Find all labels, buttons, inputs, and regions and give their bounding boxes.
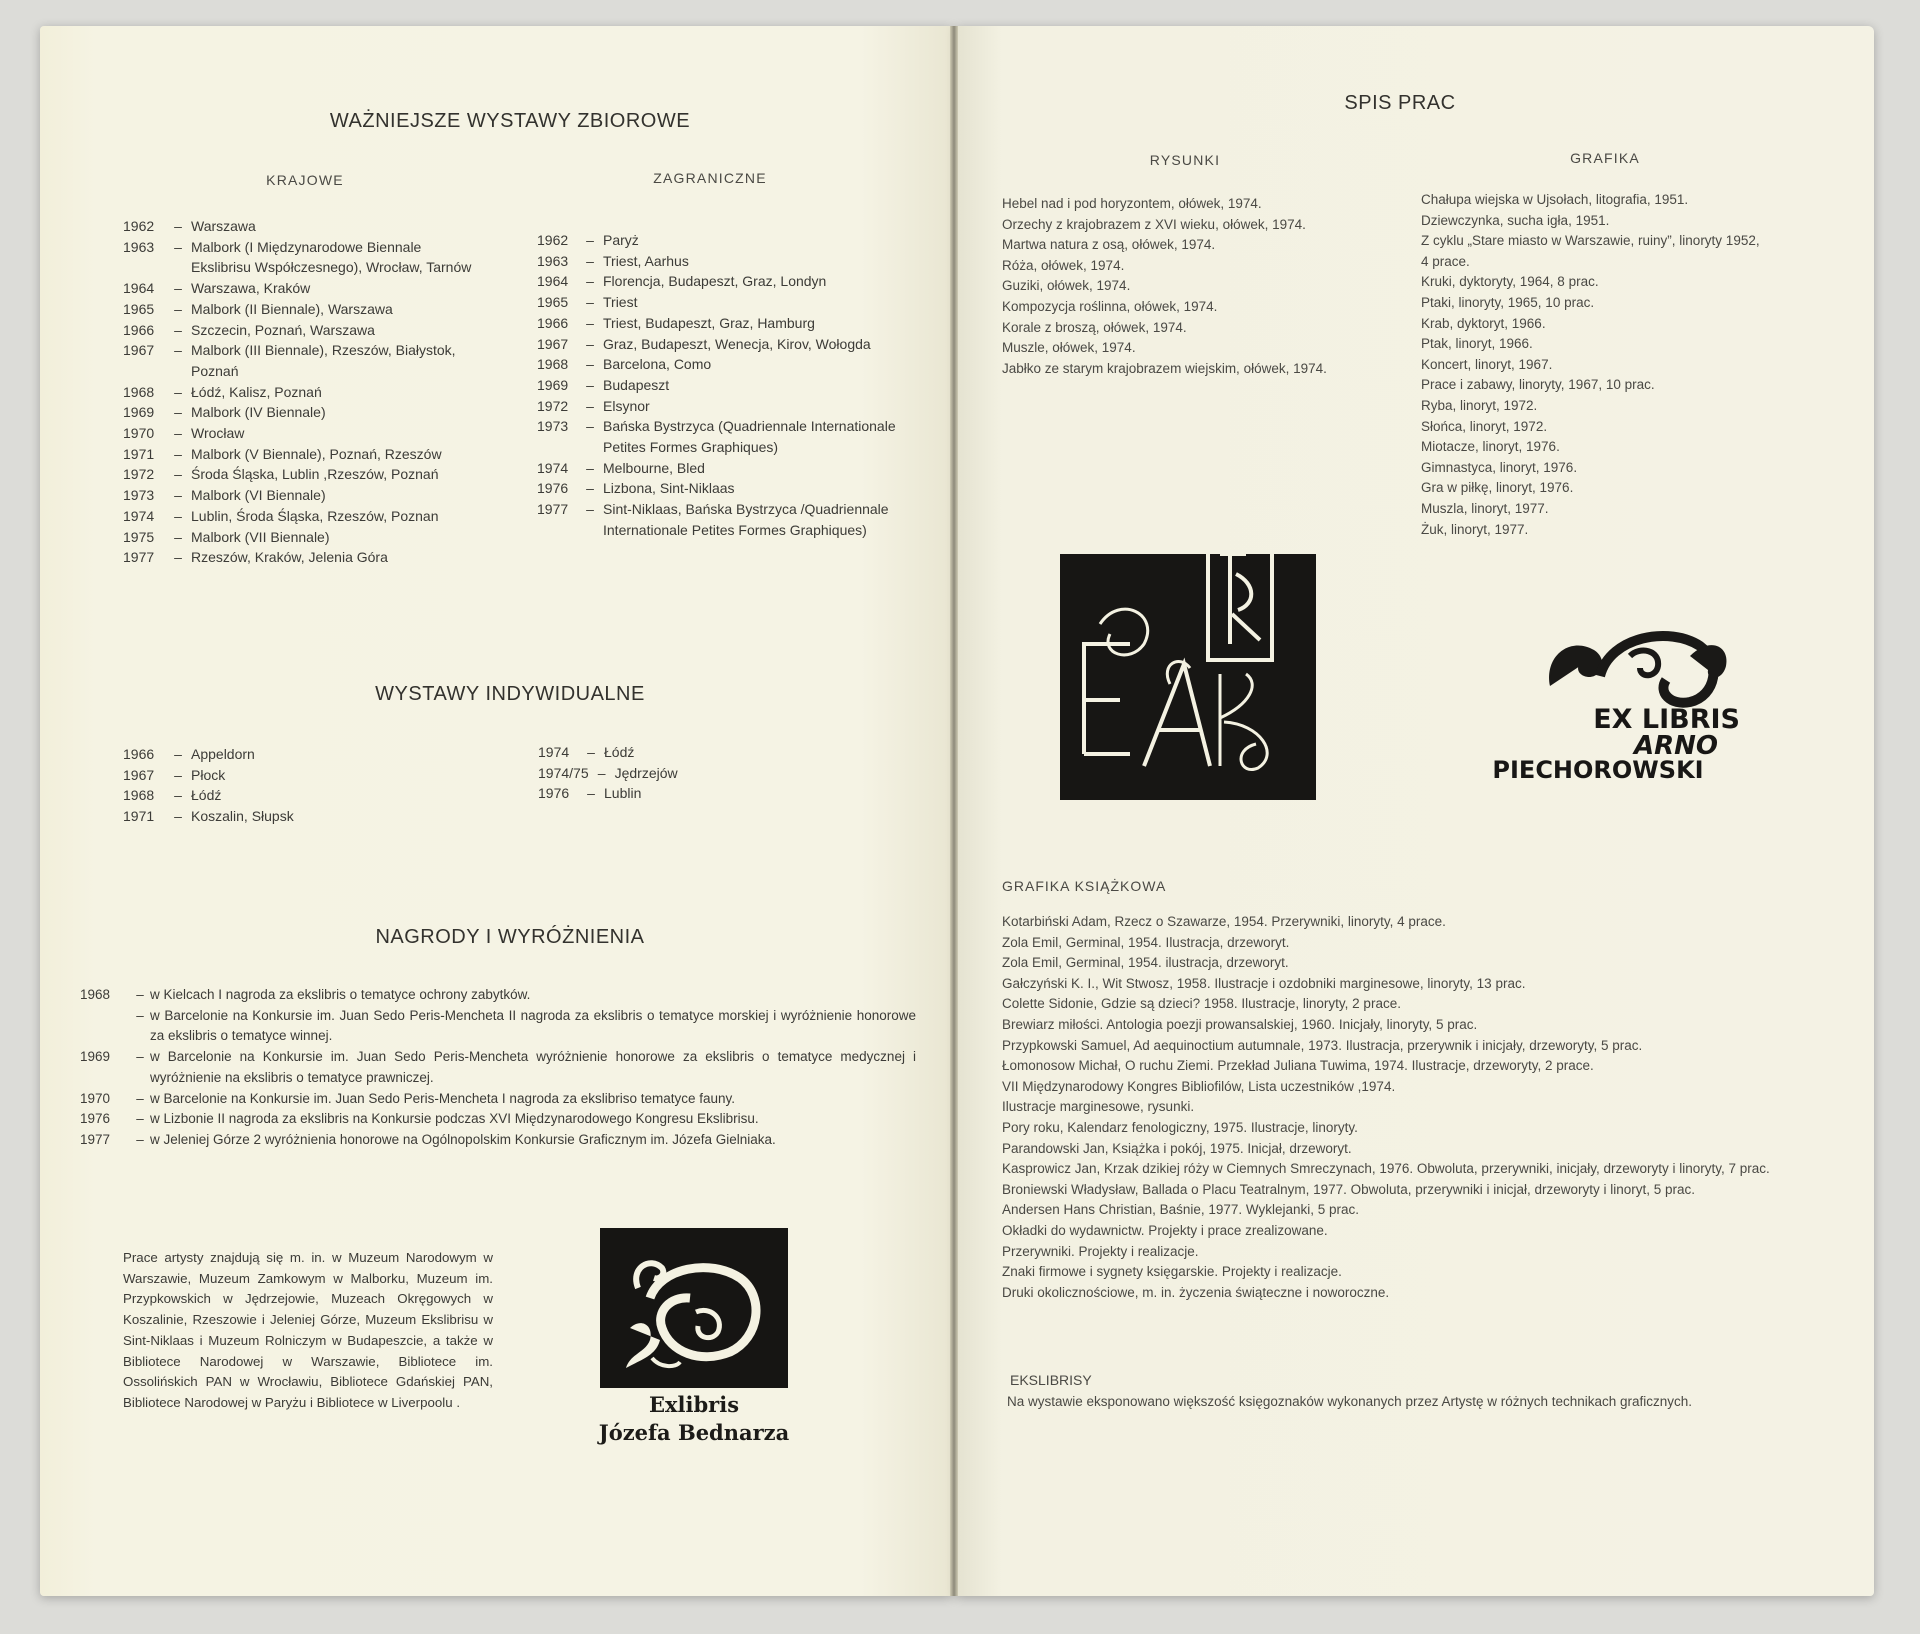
dash-separator: – [174, 404, 182, 421]
foreign-exhibition-item [537, 416, 917, 457]
individual-exhibition-item [538, 763, 838, 784]
foreign-exhibition-item [537, 499, 917, 540]
drawing-item: Kompozycja roślinna, ołówek, 1974. [1002, 298, 1218, 314]
exhibition-place: Malbork (VII Biennale) [191, 528, 330, 545]
dash-separator: – [136, 1049, 144, 1065]
graphic-item: Muszla, linoryt, 1977. [1421, 500, 1549, 516]
group-exhibitions-title: WAŻNIEJSZE WYSTAWY ZBIOROWE [329, 110, 691, 132]
drawing-item: Róża, ołówek, 1974. [1002, 257, 1125, 273]
graphic-item: Żuk, linoryt, 1977. [1421, 521, 1529, 537]
drawings-list [1002, 194, 1372, 379]
domestic-exhibition-item [123, 216, 483, 237]
drawings-heading: RYSUNKI [1149, 152, 1221, 168]
exhibition-place: Melbourne, Bled [603, 459, 705, 476]
works-list-title: SPIS PRAC [1344, 92, 1456, 114]
individual-exhibitions-list-a [123, 744, 423, 827]
award-item [80, 1130, 916, 1151]
dash-separator: – [136, 1111, 144, 1127]
dash-separator: – [136, 1007, 144, 1023]
exhibition-place: Appeldorn [191, 746, 255, 762]
dash-separator: – [586, 294, 594, 311]
exhibition-place: Barcelona, Como [603, 356, 712, 373]
exhibition-year: 1967 [123, 342, 155, 359]
exhibition-year: 1968 [537, 356, 569, 373]
graphic-item: Ryba, linoryt, 1972. [1421, 397, 1538, 413]
exhibition-year: 1966 [123, 746, 155, 762]
book-graphic-item: Zola Emil, Germinal, 1954. Ilustracja, drzeworyt. [1002, 934, 1290, 950]
drawing-item: Guziki, ołówek, 1974. [1002, 278, 1131, 294]
exhibition-year: 1964 [537, 273, 569, 290]
exhibition-place: Bańska Bystrzyca (Quadriennale Internationale Petites Formes Graphiques) [603, 418, 896, 456]
book-graphic-item: Colette Sidonie, Gdzie są dzieci? 1958. Ilustracje, linoryty, 2 prace. [1002, 996, 1401, 1012]
dash-separator: – [586, 356, 594, 373]
domestic-exhibition-item [123, 278, 483, 299]
exhibition-place: Elsynor [603, 397, 650, 414]
exhibition-place: Malbork (I Międzynarodowe Biennale Ekslibrisu Współczesnego), Wrocław, Tarnów [191, 238, 472, 276]
graphic-item: Słońca, linoryt, 1972. [1421, 418, 1548, 434]
dash-separator: – [174, 238, 182, 255]
graphic-item: Z cyklu „Stare miasto w Warszawie, ruiny”, linoryty 1952, 4 prace. [1421, 233, 1760, 269]
graphic-item: Ptak, linoryt, 1966. [1421, 336, 1533, 352]
award-text: w Barcelonie na Konkursie im. Juan Sedo Peris-Mencheta I nagroda za ekslibriso tematyce fauny. [150, 1090, 736, 1106]
award-year: 1969 [80, 1049, 111, 1065]
foreign-exhibition-item [537, 478, 917, 499]
dash-separator: – [586, 376, 594, 393]
exhibition-place: Lizbona, Sint-Niklaas [603, 480, 735, 497]
exhibition-year: 1968 [123, 787, 155, 804]
exhibition-year: 1970 [123, 425, 155, 442]
dash-separator: – [136, 1090, 144, 1106]
exhibition-year: 1975 [123, 528, 155, 545]
dash-separator: – [587, 744, 595, 760]
exhibition-place: Graz, Budapeszt, Wenecja, Kirov, Wołogda [603, 335, 871, 352]
book-graphic-item: Kasprowicz Jan, Krzak dzikiej róży w Ciemnych Smreczynach, 1976. Obwoluta, przerywniki, inicjały, drzeworyty i linoryty, 7 prac. [1002, 1161, 1770, 1177]
award-item [80, 1047, 916, 1088]
exhibition-place: Malbork (V Biennale), Poznań, Rzeszów [191, 445, 442, 462]
dash-separator: – [586, 480, 594, 497]
individual-exhibition-item [123, 806, 423, 827]
foreign-exhibition-item [537, 251, 917, 272]
award-text: w Kielcach I nagroda za ekslibris o tematyce ochrony zabytków. [150, 987, 531, 1002]
bookplate-bednarz-line1: Exlibris [648, 1392, 740, 1417]
domestic-exhibition-item [123, 527, 483, 548]
dash-separator: – [586, 397, 594, 414]
exhibition-place: Warszawa [191, 218, 256, 234]
award-item [80, 1006, 916, 1047]
foreign-exhibition-item [537, 334, 917, 355]
exhibition-year: 1968 [123, 383, 155, 400]
bookplates-paragraph: Na wystawie eksponowano większość księgoznaków wykonanych przez Artystę w różnych technikach graficznych. [1007, 1394, 1693, 1409]
drawing-item: Jabłko ze starym krajobrazem wiejskim, ołówek, 1974. [1002, 360, 1327, 376]
dash-separator: – [174, 300, 182, 317]
exhibition-year: 1977 [537, 501, 569, 518]
award-year: 1970 [80, 1090, 111, 1106]
exhibition-place: Warszawa, Kraków [191, 280, 311, 297]
domestic-exhibition-item [123, 506, 483, 527]
exhibition-year: 1977 [123, 549, 155, 566]
domestic-exhibition-item [123, 320, 483, 341]
dash-separator: – [174, 787, 182, 804]
dash-separator: – [174, 808, 182, 825]
book-graphic-item: Parandowski Jan, Książka i pokój, 1975. Inicjał, drzeworyt. [1002, 1140, 1352, 1156]
exhibition-year: 1971 [123, 808, 155, 825]
dash-separator: – [586, 459, 594, 476]
exhibition-year: 1976 [537, 480, 569, 497]
domestic-exhibition-item [123, 340, 483, 381]
domestic-exhibition-item [123, 402, 483, 423]
exhibition-year: 1972 [537, 397, 569, 414]
book-graphic-item: VII Międzynarodowy Kongres Bibliofilów, Lista uczestników ,1974. [1002, 1078, 1396, 1094]
dash-separator: – [136, 987, 144, 1002]
individual-exhibition-item [123, 785, 423, 806]
book-graphics-list [1002, 912, 1772, 1303]
exhibition-year: 1963 [123, 238, 155, 255]
exhibition-year: 1965 [123, 300, 155, 317]
exhibition-year: 1976 [538, 785, 570, 802]
exhibition-year: 1962 [123, 218, 155, 234]
bookplate-bednarz-line2: Józefa Bednarza [598, 1420, 790, 1445]
graphic-item: Kruki, dyktoryty, 1964, 8 prac. [1421, 274, 1599, 290]
exhibition-place: Środa Śląska, Lublin ,Rzeszów, Poznań [191, 466, 439, 483]
exhibition-year: 1971 [123, 445, 155, 462]
exhibition-place: Wrocław [191, 425, 245, 442]
bookplate-piechorowski-line3: PIECHOROWSKI [1492, 756, 1704, 784]
collections-paragraph: Prace artysty znajdują się m. in. w Muzeum Narodowym w Warszawie, Muzeum Zamkowym w Malborku, Muzeum im. Przypkowskich w Jędrzejowie, Muzeach Okręgowych w Koszalinie, Rzeszowie i Jeleniej Górze, Muzeum Ekslibrisu w Sint-Niklaas i Muzeum Rolniczym w Budapeszcie, a także w Bibliotece Narodowej w Warszawie, Bibliotece im. Ossolińskich PAN w Wrocławiu, Bibliotece Gdańskiej PAN, Bibliotece Narodowej w Paryżu i Bibliotece w Liverpoolu . [123, 1250, 493, 1410]
exhibition-place: Sint-Niklaas, Bańska Bystrzyca /Quadriennale Internationale Petites Formes Graphiques) [603, 501, 889, 538]
exhibition-place: Triest, Budapeszt, Graz, Hamburg [603, 314, 815, 331]
drawing-item: Korale z broszą, ołówek, 1974. [1002, 319, 1187, 335]
acanthus-ornament-icon [1540, 616, 1736, 714]
graphic-item: Koncert, linoryt, 1967. [1421, 356, 1553, 372]
award-text: w Barcelonie na Konkursie im. Juan Sedo Peris-Mencheta wyróżnienie honorowe za ekslibris o tematyce medycznej i wyróżnienie na ekslibris o tematyce prawniczej. [150, 1049, 916, 1085]
domestic-exhibition-item [123, 464, 483, 485]
dash-separator: – [174, 528, 182, 545]
foreign-exhibitions-list [537, 230, 917, 541]
exhibition-year: 1973 [123, 487, 155, 504]
exhibition-place: Jędrzejów [614, 764, 678, 781]
dash-separator: – [174, 321, 182, 338]
dash-separator: – [586, 418, 594, 435]
domestic-exhibitions-list [123, 216, 483, 568]
dash-separator: – [174, 280, 182, 297]
exhibition-place: Rzeszów, Kraków, Jelenia Góra [191, 549, 388, 566]
book-graphic-item: Przypkowski Samuel, Ad aequinoctium autumnale, 1973. Ilustracja, przerywnik i inicjały, drzeworyty, 5 prac. [1002, 1037, 1643, 1053]
graphics-heading: GRAFIKA [1570, 150, 1640, 166]
exhibition-year: 1974 [537, 459, 569, 476]
foreign-exhibition-item [537, 292, 917, 313]
graphic-item: Krab, dyktoryt, 1966. [1421, 315, 1546, 331]
exhibition-place: Malbork (VI Biennale) [191, 487, 326, 504]
book-graphic-item: Zola Emil, Germinal, 1954. ilustracja, drzeworyt. [1002, 955, 1289, 971]
awards-title: NAGRODY I WYRÓŻNIENIA [375, 926, 645, 948]
dash-separator: – [174, 507, 182, 524]
exhibition-place: Malbork (IV Biennale) [191, 404, 326, 421]
award-item [80, 1089, 916, 1110]
exhibition-year: 1966 [537, 314, 569, 331]
awards-list [80, 985, 916, 1151]
dash-separator: – [586, 335, 594, 352]
dash-separator: – [586, 501, 594, 518]
bookplate-piechorowski-line1: EX LIBRIS [1593, 704, 1740, 735]
bookplates-heading: EKSLIBRISY [1010, 1372, 1092, 1388]
dash-separator: – [174, 746, 182, 762]
exhibition-place: Lublin [604, 785, 642, 802]
domestic-exhibition-item [123, 382, 483, 403]
graphic-item: Chałupa wiejska w Ujsołach, litografia, 1951. [1421, 192, 1689, 207]
dash-separator: – [586, 314, 594, 331]
dash-separator: – [586, 252, 594, 269]
award-text: w Barcelonie na Konkursie im. Juan Sedo Peris-Mencheta II nagroda za ekslibris o tematyce morskiej i wyróżnienie honorowe za ekslibris o tematyce winnej. [150, 1007, 916, 1044]
dash-separator: – [174, 445, 182, 462]
domestic-exhibition-item [123, 444, 483, 465]
dash-separator: – [597, 764, 606, 781]
dash-separator: – [174, 487, 182, 504]
dash-separator: – [174, 766, 182, 783]
bookplate-piechorowski-line2: ARNO [1633, 731, 1718, 761]
drawing-item: Hebel nad i pod horyzontem, ołówek, 1974. [1002, 196, 1262, 211]
domestic-heading: KRAJOWE [266, 172, 344, 188]
exhibition-year: 1973 [537, 418, 569, 435]
dash-separator: – [174, 425, 182, 442]
award-year: 1976 [80, 1111, 111, 1127]
exhibition-place: Triest [603, 294, 638, 311]
exhibition-year: 1967 [537, 335, 569, 352]
graphic-item: Gra w piłkę, linoryt, 1976. [1421, 480, 1574, 496]
graphic-item: Ptaki, linoryty, 1965, 10 prac. [1421, 294, 1595, 310]
exhibition-place: Florencja, Budapeszt, Graz, Londyn [603, 273, 827, 290]
exhibition-year: 1967 [123, 766, 155, 783]
exhibition-place: Łódź [191, 787, 222, 804]
exhibition-year: 1974/75 [538, 764, 589, 781]
dash-separator: – [136, 1131, 144, 1147]
award-item [80, 1109, 916, 1130]
award-item [80, 985, 916, 1006]
exhibition-year: 1966 [123, 321, 155, 338]
domestic-exhibition-item [123, 485, 483, 506]
book-graphic-item: Druki okolicznościowe, m. in. życzenia świąteczne i noworoczne. [1002, 1284, 1390, 1300]
exhibition-year: 1963 [537, 252, 569, 269]
domestic-exhibition-item [123, 299, 483, 320]
individual-exhibition-item [538, 783, 838, 804]
individual-exhibitions-title: WYSTAWY INDYWIDUALNE [375, 683, 645, 705]
book-graphic-item: Okładki do wydawnictw. Projekty i prace zrealizowane. [1002, 1222, 1328, 1238]
bookplate-piechorowski-image [1540, 616, 1736, 714]
exhibition-place: Łódź, Kalisz, Poznań [191, 383, 322, 400]
exhibition-place: Budapeszt [603, 376, 670, 393]
book-graphic-item: Ilustracje marginesowe, rysunki. [1002, 1099, 1195, 1115]
book-graphic-item: Andersen Hans Christian, Baśnie, 1977. Wyklejanki, 5 prac. [1002, 1202, 1360, 1218]
exhibition-place: Płock [191, 766, 226, 783]
dash-separator: – [174, 549, 182, 566]
dash-separator: – [587, 785, 595, 802]
award-text: w Jeleniej Górze 2 wyróżnienia honorowe na Ogólnopolskim Konkursie Graficznym im. Józefa Gielniaka. [150, 1131, 776, 1147]
exhibition-year: 1974 [538, 744, 570, 760]
book-graphic-item: Znaki firmowe i sygnety księgarskie. Projekty i realizacje. [1002, 1264, 1342, 1280]
foreign-exhibition-item [537, 396, 917, 417]
domestic-exhibition-item [123, 423, 483, 444]
foreign-exhibition-item [537, 313, 917, 334]
foreign-exhibition-item [537, 230, 917, 251]
book-graphic-item: Pory roku, Kalendarz fenologiczny, 1975. Ilustracje, linoryty. [1002, 1119, 1358, 1135]
dash-separator: – [586, 232, 594, 248]
dash-separator: – [174, 466, 182, 483]
bookplate-monogram-image [1060, 554, 1316, 800]
exhibition-year: 1969 [123, 404, 155, 421]
award-year: 1968 [80, 987, 111, 1002]
exhibition-year: 1962 [537, 232, 569, 248]
exhibition-place: Łódź [604, 744, 635, 760]
exhibition-place: Lublin, Środa Śląska, Rzeszów, Poznan [191, 507, 439, 524]
individual-exhibition-item [123, 765, 423, 786]
domestic-exhibition-item [123, 237, 483, 278]
dash-separator: – [174, 383, 182, 400]
award-text: w Lizbonie II nagroda za ekslibris na Konkursie podczas XVI Międzynarodowego Kongresu Ekslibrisu. [150, 1111, 759, 1127]
exhibition-year: 1965 [537, 294, 569, 311]
exhibition-place: Szczecin, Poznań, Warszawa [191, 321, 375, 338]
graphic-item: Prace i zabawy, linoryty, 1967, 10 prac. [1421, 377, 1655, 393]
graphics-list [1421, 190, 1761, 540]
exhibition-place: Malbork (II Biennale), Warszawa [191, 300, 393, 317]
book-graphic-item: Gałczyński K. I., Wit Stwosz, 1958. Ilustracje i ozdobniki marginesowe, linoryty, 13 prac. [1002, 975, 1526, 991]
book-graphic-item: Łomonosow Michał, O ruchu Ziemi. Przekład Juliana Tuwima, 1974. Ilustracje, drzeworyty, 2 prace. [1002, 1058, 1594, 1074]
dash-separator: – [174, 342, 182, 359]
graphic-item: Dziewczynka, sucha igła, 1951. [1421, 212, 1610, 228]
shell-icon [600, 1228, 788, 1388]
exhibition-place: Triest, Aarhus [603, 252, 689, 269]
book-graphics-heading: GRAFIKA KSIĄŻKOWA [1002, 878, 1167, 894]
individual-exhibition-item [538, 742, 838, 763]
drawing-item: Muszle, ołówek, 1974. [1002, 340, 1136, 356]
drawing-item: Martwa natura z osą, ołówek, 1974. [1002, 237, 1216, 253]
dash-separator: – [586, 273, 594, 290]
exhibition-year: 1972 [123, 466, 155, 483]
exhibition-place: Malbork (III Biennale), Rzeszów, Białystok, Poznań [191, 342, 456, 379]
award-year: 1977 [80, 1131, 111, 1147]
exhibition-year: 1969 [537, 376, 569, 393]
foreign-exhibition-item [537, 375, 917, 396]
award-year [80, 1006, 130, 1047]
foreign-exhibition-item [537, 354, 917, 375]
foreign-exhibition-item [537, 271, 917, 292]
foreign-exhibition-item [537, 458, 917, 479]
domestic-exhibition-item [123, 547, 483, 568]
foreign-heading: ZAGRANICZNE [653, 170, 767, 186]
exhibition-year: 1964 [123, 280, 155, 297]
graphic-item: Gimnastyca, linoryt, 1976. [1421, 459, 1578, 475]
graphic-item: Miotacze, linoryt, 1976. [1421, 439, 1560, 455]
exhibition-place: Paryż [603, 232, 639, 248]
book-gutter [950, 26, 958, 1596]
monogram-icon [1060, 554, 1316, 800]
individual-exhibitions-list-b [538, 742, 838, 804]
exhibition-year: 1974 [123, 507, 155, 524]
bookplate-bednarz-image [600, 1228, 788, 1388]
book-graphic-item: Przerywniki. Projekty i realizacje. [1002, 1243, 1199, 1259]
book-graphic-item: Kotarbiński Adam, Rzecz o Szawarze, 1954. Przerywniki, linoryty, 4 prace. [1002, 914, 1446, 929]
drawing-item: Orzechy z krajobrazem z XVI wieku, ołówek, 1974. [1002, 216, 1306, 232]
exhibition-place: Koszalin, Słupsk [191, 808, 294, 825]
book-graphic-item: Brewiarz miłości. Antologia poezji prowansalskiej, 1960. Inicjały, linoryty, 5 prac. [1002, 1016, 1478, 1032]
individual-exhibition-item [123, 744, 423, 765]
dash-separator: – [174, 218, 182, 234]
book-graphic-item: Broniewski Władysław, Ballada o Placu Teatralnym, 1977. Obwoluta, przerywniki i inicjał, drzeworyty i linoryt, 5 prac. [1002, 1181, 1696, 1197]
